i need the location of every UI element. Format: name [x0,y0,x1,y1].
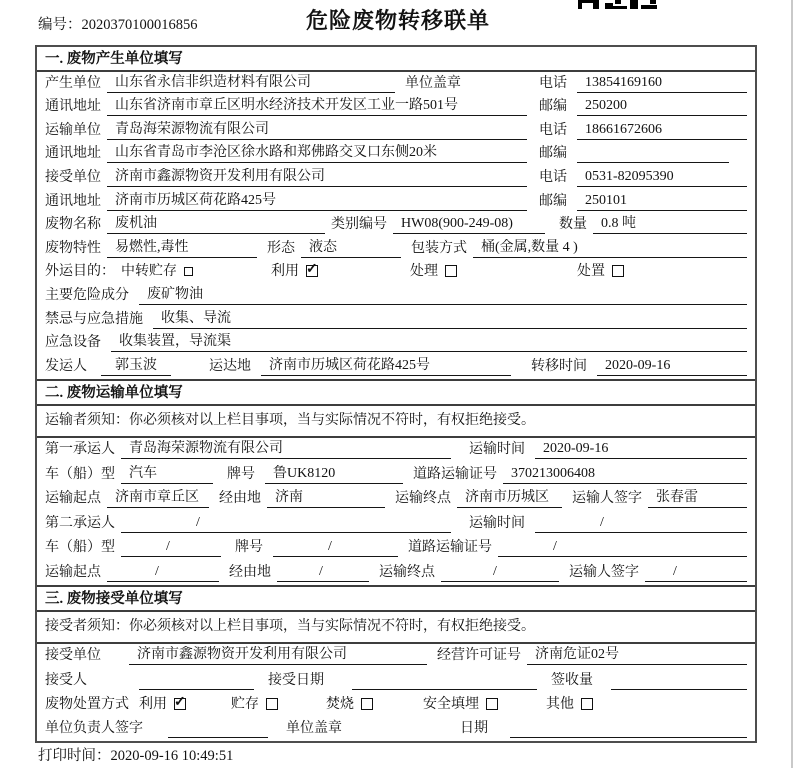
checkbox-icon [612,265,624,277]
packing-value: 桶(金属,数量 4 ) [473,239,747,258]
unit-seal-label: 单位盖章 [405,75,461,91]
transport-unit-label: 运输单位 [45,122,101,138]
transport-time-label: 运输时间 [469,442,525,458]
transfer-time-value: 2020-09-16 [597,357,747,376]
scan-edge-artifact [791,0,793,768]
checkbox-icon [184,267,193,276]
road-transport-cert-label: 道路运输证号 [408,540,492,556]
address-label: 通讯地址 [45,99,101,115]
route-start-value: 济南市章丘区 [107,489,209,508]
receiving-unit-label: 接受单位 [45,648,101,664]
field-second-carrier [37,511,755,536]
field-receiving-unit [37,644,755,668]
phone-label: 电话 [539,122,567,138]
field-route-1 [37,487,755,512]
zip-label: 邮编 [539,146,567,162]
date-label: 日期 [460,721,488,737]
purpose-option-treat: 处理 [410,263,457,281]
emergency-equipment-label: 应急设备 [45,335,101,351]
field-taboo-measures [37,308,755,332]
checkbox-icon [174,698,186,710]
disposal-option-landfill: 安全填埋 [423,696,498,714]
manifest-form [35,45,757,743]
main-hazard-label: 主要危险成分 [45,287,129,303]
taboo-measures-label: 禁忌与应急措施 [45,311,143,327]
receive-date-label: 接受日期 [268,672,324,688]
quantity-value: 0.8 吨 [593,215,747,234]
first-carrier-label: 第一承运人 [45,442,115,458]
purpose-label: 外运目的： [45,264,115,280]
receiver-zip-value: 250101 [577,192,747,211]
field-shipper [37,355,755,379]
vehicle-type-label: 车（船）型 [45,466,115,482]
field-producer-unit [37,72,755,96]
phone-label: 电话 [539,169,567,185]
purpose-option-storage: 中转贮存 [121,263,193,281]
second-carrier-label: 第二承运人 [45,515,115,531]
vehicle-type-value: / [121,538,221,557]
via-value: 济南 [267,489,385,508]
receiver-notice: 接受者须知：你必须核对以上栏目事项，当与实际情况不符时，有权拒绝接受。 [37,612,755,644]
transporter-signature-label: 运输人签字 [569,564,639,580]
plate-number-label: 牌号 [235,540,263,556]
waste-name-label: 废物名称 [45,217,101,233]
recipient-value [139,689,254,690]
disposal-method-label: 废物处置方式 [45,696,129,712]
route-start-value: / [107,563,219,582]
transporter-signature-value: 张春雷 [648,489,747,508]
producer-unit-value: 山东省永信非织造材料有限公司 [107,74,395,93]
field-transfer-purpose [37,261,755,285]
print-time-label: 打印时间： [38,748,111,764]
field-receiver-unit [37,166,755,190]
section3-header: 三. 废物接受单位填写 [37,585,755,612]
qr-code-fragment-icon [578,0,664,10]
receive-date-value [352,689,537,690]
document-number-label: 编号： [38,17,82,33]
field-route-2 [37,560,755,585]
print-time-value: 2020-09-16 10:49:51 [110,748,234,764]
producer-unit-label: 产生单位 [45,75,101,91]
route-end-value: / [441,563,559,582]
emergency-equipment-value: 收集装置，导流渠 [111,333,747,352]
vehicle-type-label: 车（船）型 [45,540,115,556]
zip-label: 邮编 [539,99,567,115]
shipper-value: 郭玉波 [101,357,171,376]
transport-phone-value: 18661672606 [577,121,747,140]
waste-property-value: 易燃性,毒性 [107,239,257,258]
via-label: 经由地 [229,564,271,580]
transporter-signature-label: 运输人签字 [572,491,642,507]
category-code-value: HW08(900-249-08) [393,215,545,234]
recipient-label: 接受人 [45,672,87,688]
plate-number-value: 鲁UK8120 [265,465,403,484]
vehicle-type-value: 汽车 [121,465,213,484]
field-first-carrier [37,438,755,463]
waste-property-label: 废物特性 [45,240,101,256]
shipper-label: 发运人 [45,358,87,374]
transport-zip-value [577,162,729,163]
field-disposal-method [37,693,755,717]
receiver-unit-label: 接受单位 [45,169,101,185]
via-label: 经由地 [219,491,261,507]
producer-zip-value: 250200 [577,97,747,116]
field-vehicle-type-1 [37,462,755,487]
category-code-label: 类别编号 [331,217,387,233]
route-end-label: 运输终点 [395,491,451,507]
producer-address-value: 山东省济南市章丘区明水经济技术开发区工业一路501号 [107,97,527,116]
via-value: / [277,563,369,582]
field-waste-name [37,214,755,238]
disposal-option-other: 其他 [546,696,593,714]
checkbox-icon [266,698,278,710]
transport-unit-value: 青岛海荣源物流有限公司 [107,121,527,140]
checkbox-icon [445,265,457,277]
field-main-hazard [37,284,755,308]
checkbox-icon [581,698,593,710]
unit-seal-label: 单位盖章 [286,721,342,737]
disposal-option-storage: 贮存 [231,696,278,714]
quantity-label: 数量 [559,217,587,233]
checkbox-icon [306,265,318,277]
field-producer-address [37,96,755,120]
route-end-label: 运输终点 [379,564,435,580]
address-label: 通讯地址 [45,193,101,209]
waste-name-value: 废机油 [107,215,325,234]
transporter-signature-value: / [645,563,747,582]
receiver-address-value: 济南市历城区荷花路425号 [107,192,527,211]
transport-time-label: 运输时间 [469,515,525,531]
receiver-phone-value: 0531-82095390 [577,168,747,187]
producer-phone-value: 13854169160 [577,74,747,93]
field-transport-unit [37,119,755,143]
field-emergency-equipment [37,332,755,356]
form-label: 形态 [267,240,295,256]
checkbox-icon [361,698,373,710]
responsible-signature-value [168,737,268,738]
date-value [510,737,747,738]
received-quantity-value [611,689,747,690]
destination-value: 济南市历城区荷花路425号 [261,357,511,376]
road-transport-cert-label: 道路运输证号 [413,466,497,482]
checkbox-icon [486,698,498,710]
road-transport-cert-value: / [498,538,747,557]
road-transport-cert-value: 370213006408 [503,465,747,484]
plate-number-label: 牌号 [227,466,255,482]
zip-label: 邮编 [539,193,567,209]
operating-license-label: 经营许可证号 [437,648,521,664]
taboo-measures-value: 收集、导流 [153,310,747,329]
page-title: 危险废物转移联单 [305,8,490,33]
destination-label: 运达地 [209,358,251,374]
receiving-unit-value: 济南市鑫源物资开发利用有限公司 [129,646,427,665]
disposal-option-utilize: 利用 ✓ [139,696,186,714]
main-hazard-value: 废矿物油 [139,286,747,305]
field-receiver-address [37,190,755,214]
operating-license-value: 济南危证02号 [527,646,747,665]
purpose-option-dispose: 处置 [577,263,624,281]
received-quantity-label: 签收量 [551,672,593,688]
field-responsible-signature [37,717,755,741]
route-start-label: 运输起点 [45,564,101,580]
second-carrier-value: / [121,514,451,533]
plate-number-value: / [273,538,398,557]
section2-header: 二. 废物运输单位填写 [37,379,755,406]
transfer-time-label: 转移时间 [531,358,587,374]
section1-header: 一. 废物产生单位填写 [37,47,755,72]
phone-label: 电话 [539,75,567,91]
transport-time-value: 2020-09-16 [535,440,747,459]
document-header [0,0,796,42]
transporter-notice: 运输者须知：你必须核对以上栏目事项，当与实际情况不符时，有权拒绝接受。 [37,406,755,438]
route-start-label: 运输起点 [45,491,101,507]
field-vehicle-type-2 [37,536,755,561]
field-recipient [37,668,755,692]
field-transport-address [37,143,755,167]
purpose-option-utilize: 利用 ✓ [271,263,318,281]
print-time [38,744,233,765]
disposal-option-incinerate: 焚烧 [326,696,373,714]
packing-label: 包装方式 [411,240,467,256]
field-waste-property [37,237,755,261]
responsible-signature-label: 单位负责人签字 [45,721,143,737]
form-value: 液态 [301,239,401,258]
route-end-value: 济南市历城区 [457,489,562,508]
receiver-unit-value: 济南市鑫源物资开发利用有限公司 [107,168,527,187]
first-carrier-value: 青岛海荣源物流有限公司 [121,440,451,459]
document-number-value: 2020370100016856 [81,17,198,33]
address-label: 通讯地址 [45,146,101,162]
transport-time-value: / [535,514,747,533]
transport-address-value: 山东省青岛市李沧区徐水路和郑佛路交叉口东侧20米 [107,144,527,163]
